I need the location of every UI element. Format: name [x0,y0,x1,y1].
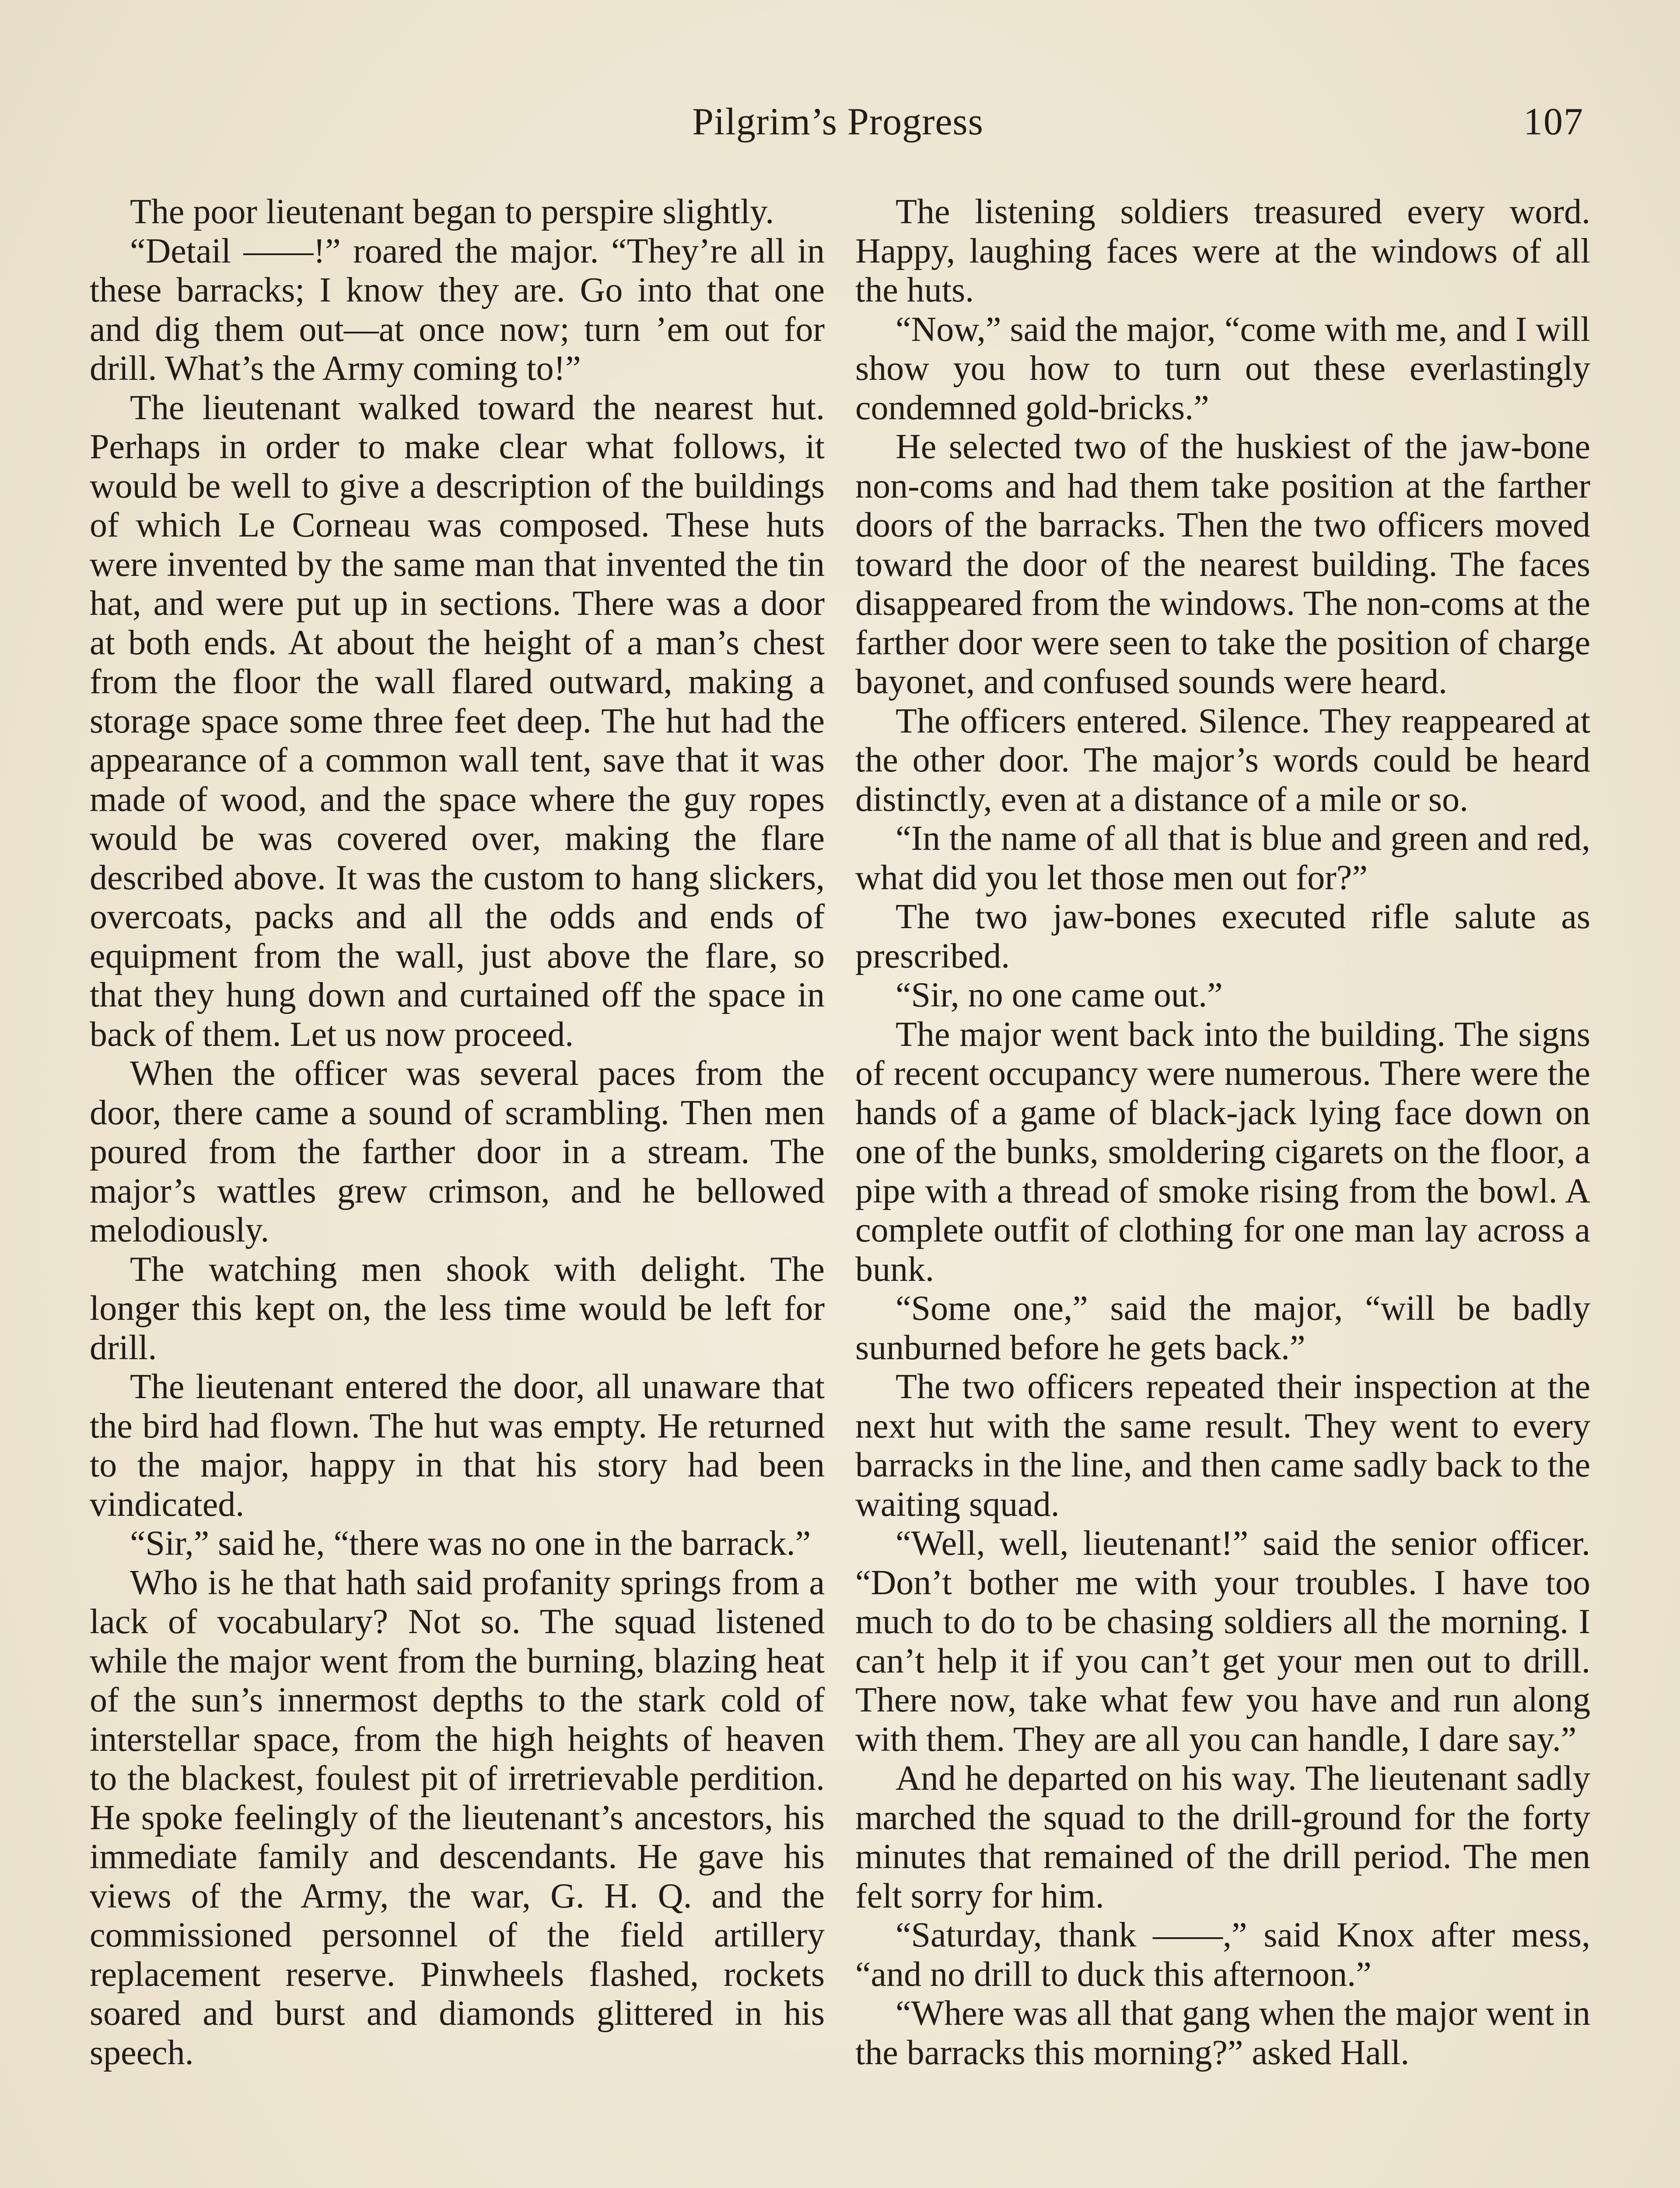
paragraph: The poor lieutenant began to perspire slightly. [130,193,774,231]
paragraph: “Well, well, lieutenant!” said the senior officer. “Don’t bother me with your troubles. I have too much to do to be chasing soldiers all the morning. I can’t help it if you can’t get your men out to drill. There now, take what few you have and run along with them. They are all you can handle, I dare say.” [855,1524,1590,1759]
left-column [90,193,825,2188]
paragraph: “In the name of all that is blue and green and red, what did you let those men out for?” [855,819,1590,897]
paragraph: Who is he that hath said profanity springs from a lack of vocabulary? Not so. The squad listened while the major went from the burning, blazing heat of the sun’s innermost depths to the stark cold of interstellar space, from the high heights of heaven to the blackest, foulest pit of irretrievable perdition. He spoke feelingly of the lieutenant’s ancestors, his immediate family and descendants. He gave his views of the Army, the war, G. H. Q. and the commissioned personnel of the field artillery replacement reserve. Pinwheels flashed, rockets soared and burst and diamonds glittered in his speech. [90,1563,825,2072]
paragraph: “Sir, no one came out.” [896,976,1223,1014]
paragraph: The two officers repeated their inspection at the next hut with the same result. They went to every barracks in the line, and then came sadly back to the waiting squad. [855,1368,1590,1524]
text-columns [90,193,1590,2188]
paragraph: He selected two of the huskiest of the jaw-bone non-coms and had them take position at the farther doors of the barracks. Then the two officers moved toward the door of the nearest building. The faces disappeared from the windows. The non-coms at the farther door were seen to take the position of charge bayonet, and confused sounds were heard. [855,428,1590,701]
paragraph: “Sir,” said he, “there was no one in the barrack.” [130,1524,811,1563]
paragraph: “Some one,” said the major, “will be badly sunburned before he gets back.” [855,1289,1590,1367]
paragraph: “Now,” said the major, “come with me, and I will show you how to turn out these everlastingly condemned gold-bricks.” [855,310,1590,427]
paragraph: The major went back into the building. The signs of recent occupancy were numerous. There were the hands of a game of black-jack lying face down on one of the bunks, smoldering cigarets on the floor, a pipe with a thread of smoke rising from the bowl. A complete outfit of clothing for one man lay across a bunk. [855,1015,1590,1289]
right-column [855,193,1590,2188]
paragraph: The listening soldiers treasured every word. Happy, laughing faces were at the windows of all the huts. [855,193,1590,309]
paragraph: And he departed on his way. The lieutenant sadly marched the squad to the drill-ground for the forty minutes that remained of the drill period. The men felt sorry for him. [855,1759,1590,1915]
page-number: 107 [1523,101,1584,143]
running-title: Pilgrim’s Progress [692,101,984,143]
paragraph: The lieutenant walked toward the nearest hut. Perhaps in order to make clear what follows, it would be well to give a description of the buildings of which Le Corneau was composed. These huts were invented by the same man that invented the tin hat, and were put up in sections. There was a door at both ends. At about the height of a man’s chest from the floor the wall flared outward, making a storage space some three feet deep. The hut had the appearance of a common wall tent, save that it was made of wood, and the space where the guy ropes would be was covered over, making the flare described above. It was the custom to hang slickers, overcoats, packs and all the odds and ends of equipment from the wall, just above the flare, so that they hung down and curtained off the space in back of them. Let us now proceed. [90,388,825,1054]
paragraph: When the officer was several paces from the door, there came a sound of scrambling. Then men poured from the farther door in a stream. The major’s wattles grew crimson, and he bellowed melodiously. [90,1054,825,1249]
paragraph: “Saturday, thank ——,” said Knox after mess, “and no drill to duck this afternoon.” [855,1916,1590,1994]
paragraph: “Where was all that gang when the major went in the barracks this morning?” asked Hall. [855,1994,1590,2072]
paragraph: The watching men shook with delight. The longer this kept on, the less time would be left for drill. [90,1250,825,1367]
paragraph: The lieutenant entered the door, all unaware that the bird had flown. The hut was empty. He returned to the major, happy in that his story had been vindicated. [90,1368,825,1524]
paragraph: The two jaw-bones executed rifle salute as prescribed. [855,898,1590,975]
page-header [92,100,1584,152]
paragraph: The officers entered. Silence. They reappeared at the other door. The major’s words could be heard distinctly, even at a distance of a mile or so. [855,701,1590,819]
paragraph: “Detail ——!” roared the major. “They’re all in these barracks; I know they are. Go into that one and dig them out—at once now; turn ’em out for drill. What’s the Army coming to!” [90,231,825,388]
